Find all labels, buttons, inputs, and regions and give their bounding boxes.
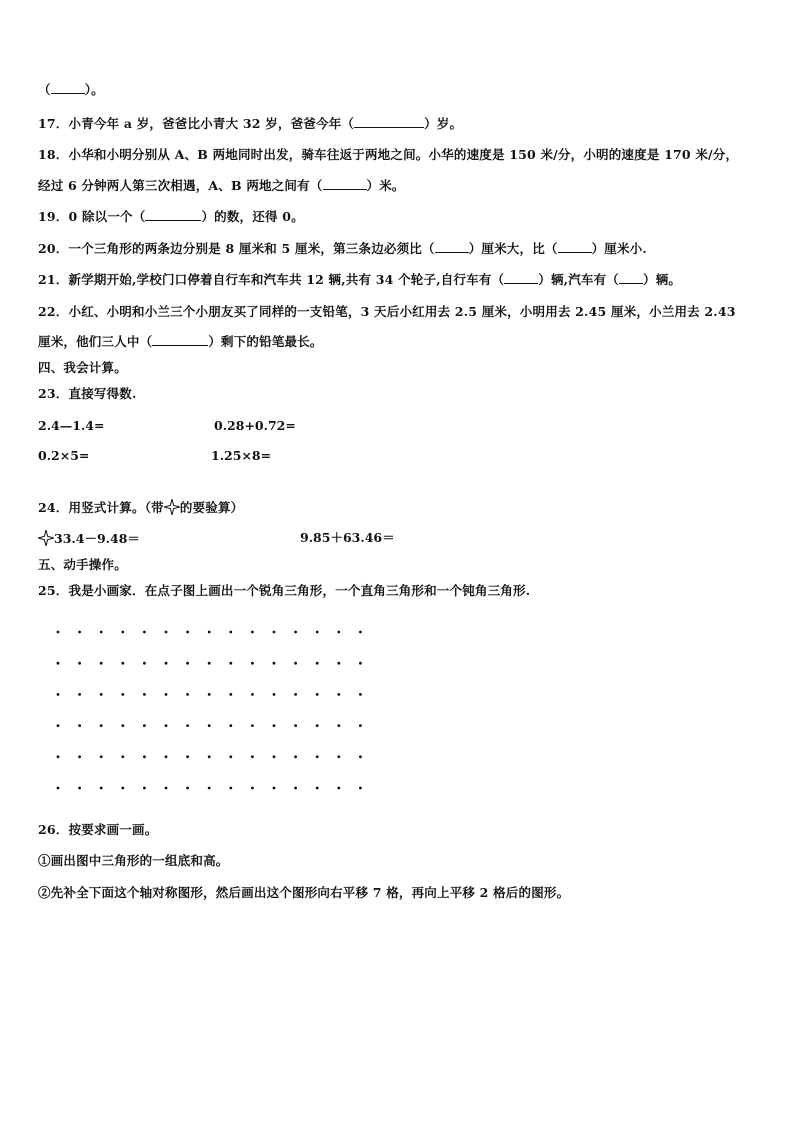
grid-dot: [165, 662, 168, 665]
question-21: 21．新学期开始,学校门口停着自行车和汽车共 12 辆,共有 34 个轮子,自行车有（ ）辆,汽车有（ ）辆。: [38, 272, 682, 287]
grid-dot: [165, 631, 168, 634]
grid-dot: [165, 755, 168, 758]
grid-dot: [337, 693, 340, 696]
grid-dot: [229, 631, 232, 634]
answer-blank[interactable]: [354, 116, 424, 128]
calc-24-1: 33.4－9.48＝: [38, 530, 140, 547]
grid-dot: [186, 631, 189, 634]
grid-dot: [143, 787, 146, 790]
grid-dot: [294, 693, 297, 696]
grid-dot: [186, 724, 189, 727]
grid-dot: [208, 755, 211, 758]
grid-dot: [57, 693, 60, 696]
grid-dot: [229, 787, 232, 790]
grid-dot: [337, 787, 340, 790]
grid-dot: [165, 787, 168, 790]
question-24: 24．用竖式计算。（带 的要验算）: [38, 500, 244, 515]
grid-dot: [359, 787, 362, 790]
grid-dot: [121, 755, 124, 758]
question-26: 26．按要求画一画。: [38, 822, 158, 837]
grid-dot: [100, 631, 103, 634]
grid-dot: [359, 631, 362, 634]
grid-dot: [121, 693, 124, 696]
question-18-line1: 18．小华和小明分别从 A、B 两地同时出发，骑车往返于两地之间。小华的速度是 150 米/分，小明的速度是 170 米/分，: [38, 147, 739, 162]
grid-dot: [273, 787, 276, 790]
grid-dot: [165, 693, 168, 696]
grid-dot: [100, 755, 103, 758]
section-4-heading: 四、我会计算。: [38, 360, 127, 375]
grid-dot: [229, 693, 232, 696]
grid-dot: [208, 693, 211, 696]
section-5-heading: 五、动手操作。: [38, 557, 127, 572]
grid-dot: [251, 787, 254, 790]
grid-dot: [337, 662, 340, 665]
grid-dot: [251, 724, 254, 727]
grid-dot: [78, 631, 81, 634]
grid-dot: [78, 724, 81, 727]
grid-dot: [143, 724, 146, 727]
question-25: 25．我是小画家．在点子图上画出一个锐角三角形，一个直角三角形和一个钝角三角形.: [38, 583, 531, 598]
grid-dot: [121, 787, 124, 790]
grid-dot: [57, 724, 60, 727]
grid-dot: [78, 787, 81, 790]
grid-dot: [186, 755, 189, 758]
calc-24-2: 9.85＋63.46＝: [300, 530, 395, 545]
grid-dot: [316, 724, 319, 727]
grid-dot: [78, 755, 81, 758]
calc-23-1: 2.4—1.4=: [38, 418, 105, 433]
grid-dot: [273, 724, 276, 727]
grid-dot: [78, 693, 81, 696]
calc-23-3: 0.2×5=: [38, 448, 90, 463]
question-22-line1: 22．小红、小明和小兰三个小朋友买了同样的一支铅笔，3 天后小红用去 2.5 厘米，小明用去 2.45 厘米，小兰用去 2.43: [38, 304, 736, 319]
grid-dot: [143, 631, 146, 634]
grid-dot: [294, 755, 297, 758]
grid-dot: [57, 755, 60, 758]
grid-dot: [337, 631, 340, 634]
answer-blank[interactable]: [323, 178, 367, 190]
grid-dot: [294, 631, 297, 634]
grid-dot: [100, 724, 103, 727]
grid-dot: [57, 787, 60, 790]
grid-dot: [208, 631, 211, 634]
grid-dot: [57, 662, 60, 665]
grid-dot: [165, 724, 168, 727]
answer-blank[interactable]: [504, 272, 538, 284]
star-icon: [38, 530, 54, 546]
grid-dot: [316, 693, 319, 696]
grid-dot: [316, 662, 319, 665]
grid-dot: [273, 755, 276, 758]
grid-dot: [316, 631, 319, 634]
grid-dot: [359, 755, 362, 758]
grid-dot: [316, 755, 319, 758]
answer-blank[interactable]: [435, 241, 469, 253]
grid-dot: [294, 724, 297, 727]
answer-blank[interactable]: [558, 241, 592, 253]
grid-dot: [251, 662, 254, 665]
grid-dot: [143, 662, 146, 665]
grid-dot: [273, 693, 276, 696]
dot-grid[interactable]: [50, 622, 370, 802]
grid-dot: [251, 693, 254, 696]
question-23: 23．直接写得数.: [38, 386, 137, 401]
grid-dot: [229, 724, 232, 727]
question-26-part1: ①画出图中三角形的一组底和高。: [38, 853, 229, 868]
grid-dot: [316, 787, 319, 790]
star-icon: [164, 499, 180, 515]
continued-blank-line: （ ）。: [38, 82, 104, 97]
grid-dot: [121, 631, 124, 634]
grid-dot: [337, 724, 340, 727]
grid-dot: [78, 662, 81, 665]
grid-dot: [143, 693, 146, 696]
grid-dot: [251, 755, 254, 758]
grid-dot: [100, 662, 103, 665]
grid-dot: [186, 662, 189, 665]
grid-dot: [57, 631, 60, 634]
grid-dot: [208, 787, 211, 790]
grid-dot: [359, 693, 362, 696]
grid-dot: [121, 662, 124, 665]
grid-dot: [337, 755, 340, 758]
answer-blank[interactable]: [51, 82, 85, 94]
question-22-line2: 厘米，他们三人中（ ）剩下的铅笔最长。: [38, 334, 323, 349]
grid-dot: [143, 755, 146, 758]
grid-dot: [229, 662, 232, 665]
answer-blank[interactable]: [145, 209, 201, 221]
grid-dot: [100, 787, 103, 790]
grid-dot: [359, 724, 362, 727]
calc-23-4: 1.25×8=: [211, 448, 272, 463]
grid-dot: [186, 693, 189, 696]
question-17: 17．小青今年 a 岁，爸爸比小青大 32 岁，爸爸今年（ ）岁。: [38, 116, 463, 131]
grid-dot: [273, 662, 276, 665]
grid-dot: [294, 787, 297, 790]
question-20: 20．一个三角形的两条边分别是 8 厘米和 5 厘米，第三条边必须比（ ）厘米大，比（ ）厘米小.: [38, 241, 647, 256]
answer-blank[interactable]: [619, 272, 643, 284]
grid-dot: [208, 724, 211, 727]
grid-dot: [121, 724, 124, 727]
grid-dot: [273, 631, 276, 634]
question-26-part2: ②先补全下面这个轴对称图形，然后画出这个图形向右平移 7 格，再向上平移 2 格后的图形。: [38, 885, 570, 900]
grid-dot: [229, 755, 232, 758]
answer-blank[interactable]: [152, 334, 208, 346]
grid-dot: [208, 662, 211, 665]
question-19: 19．0 除以一个（ ）的数，还得 0。: [38, 209, 304, 224]
grid-dot: [100, 693, 103, 696]
grid-dot: [251, 631, 254, 634]
grid-dot: [359, 662, 362, 665]
grid-dot: [186, 787, 189, 790]
question-18-line2: 经过 6 分钟两人第三次相遇，A、B 两地之间有（ ）米。: [38, 178, 405, 193]
grid-dot: [294, 662, 297, 665]
calc-23-2: 0.28+0.72=: [214, 418, 296, 433]
